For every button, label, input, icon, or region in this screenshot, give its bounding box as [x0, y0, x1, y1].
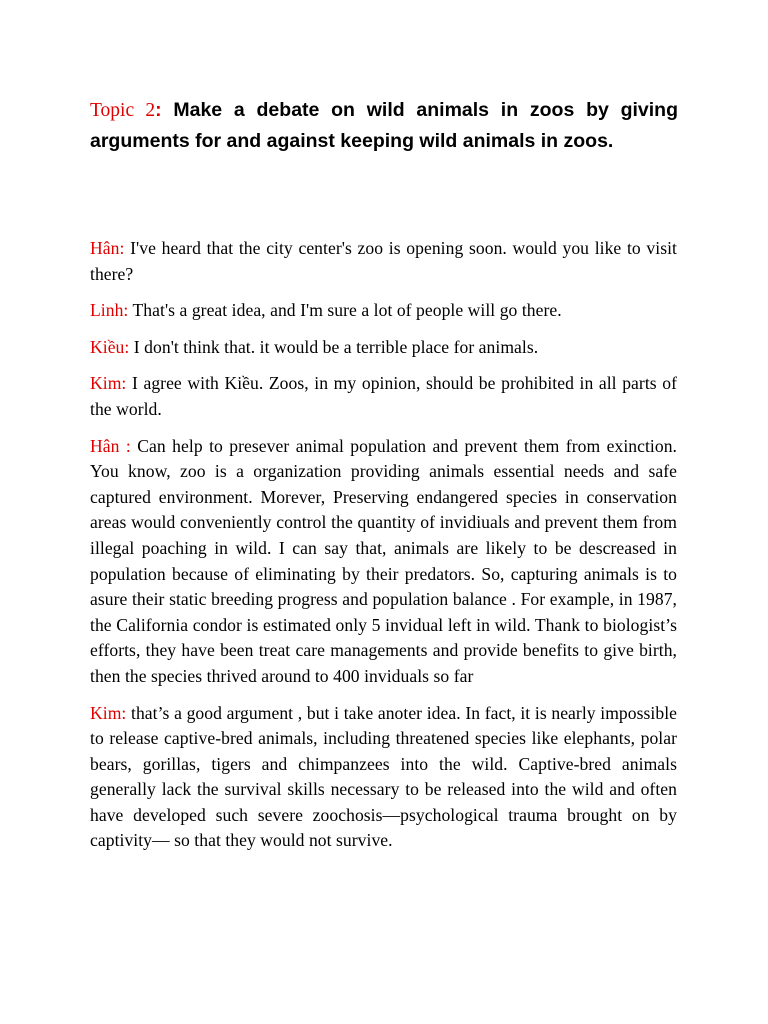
turn-text: I agree with Kiều. Zoos, in my opinion, should be prohibited in all parts of the world.	[90, 373, 677, 419]
speaker-name: Hân :	[90, 435, 131, 456]
turn-text: I don't think that. it would be a terrible place for animals.	[129, 336, 539, 357]
turn-text: that’s a good argument , but i take anoter idea. In fact, it is nearly impossible to release captive-bred animals, including threatened species like elephants, polar bears, gorillas, tigers and chimpanzees into the wild. Captive-bred animals generally lack the survival skills necessary to be released into the wild and often have developed such severe zoochosis—psychological trauma brought on by captivity— so that they would not survive.	[90, 702, 677, 851]
speaker-name: Kiều:	[90, 336, 130, 357]
topic-label: Topic 2	[90, 100, 156, 121]
speaker-name: Kim:	[90, 373, 127, 394]
topic-heading	[90, 95, 678, 157]
dialogue-turn	[90, 298, 677, 324]
dialogue-turn	[90, 335, 677, 361]
speaker-name: Linh:	[90, 300, 129, 321]
dialogue	[90, 236, 677, 865]
speaker-name: Kim:	[90, 702, 127, 723]
turn-text: Can help to presever animal population and prevent them from exinction. You know, zoo is a organization providing animals essential needs and safe captured environment. Morever, Preserving endangered species in conservation areas would conveniently control the quantity of invidiuals and prevent them from illegal poaching in wild. I can say that, animals are likely to be descreased in population because of eliminating by their predators. So, capturing animals is to asure their static breeding progress and population balance . For example, in 1987, the California condor is estimated only 5 invidual left in wild. Thank to biologist’s efforts, they have been treat care managements and provide benefits to give birth, then the species thrived around to 400 inviduals so far	[90, 435, 677, 686]
topic-text: Make a debate on wild animals in zoos by giving arguments for and against keeping wild animals in zoos.	[90, 99, 679, 152]
speaker-name: Hân:	[90, 238, 125, 258]
dialogue-turn	[90, 236, 677, 287]
dialogue-turn	[90, 371, 677, 422]
topic-colon: :	[155, 99, 162, 121]
turn-text: That's a great idea, and I'm sure a lot of people will go there.	[128, 300, 562, 321]
dialogue-turn	[90, 434, 677, 690]
turn-text: I've heard that the city center's zoo is opening soon. would you like to visit there?	[90, 238, 677, 284]
dialogue-turn	[90, 701, 677, 855]
